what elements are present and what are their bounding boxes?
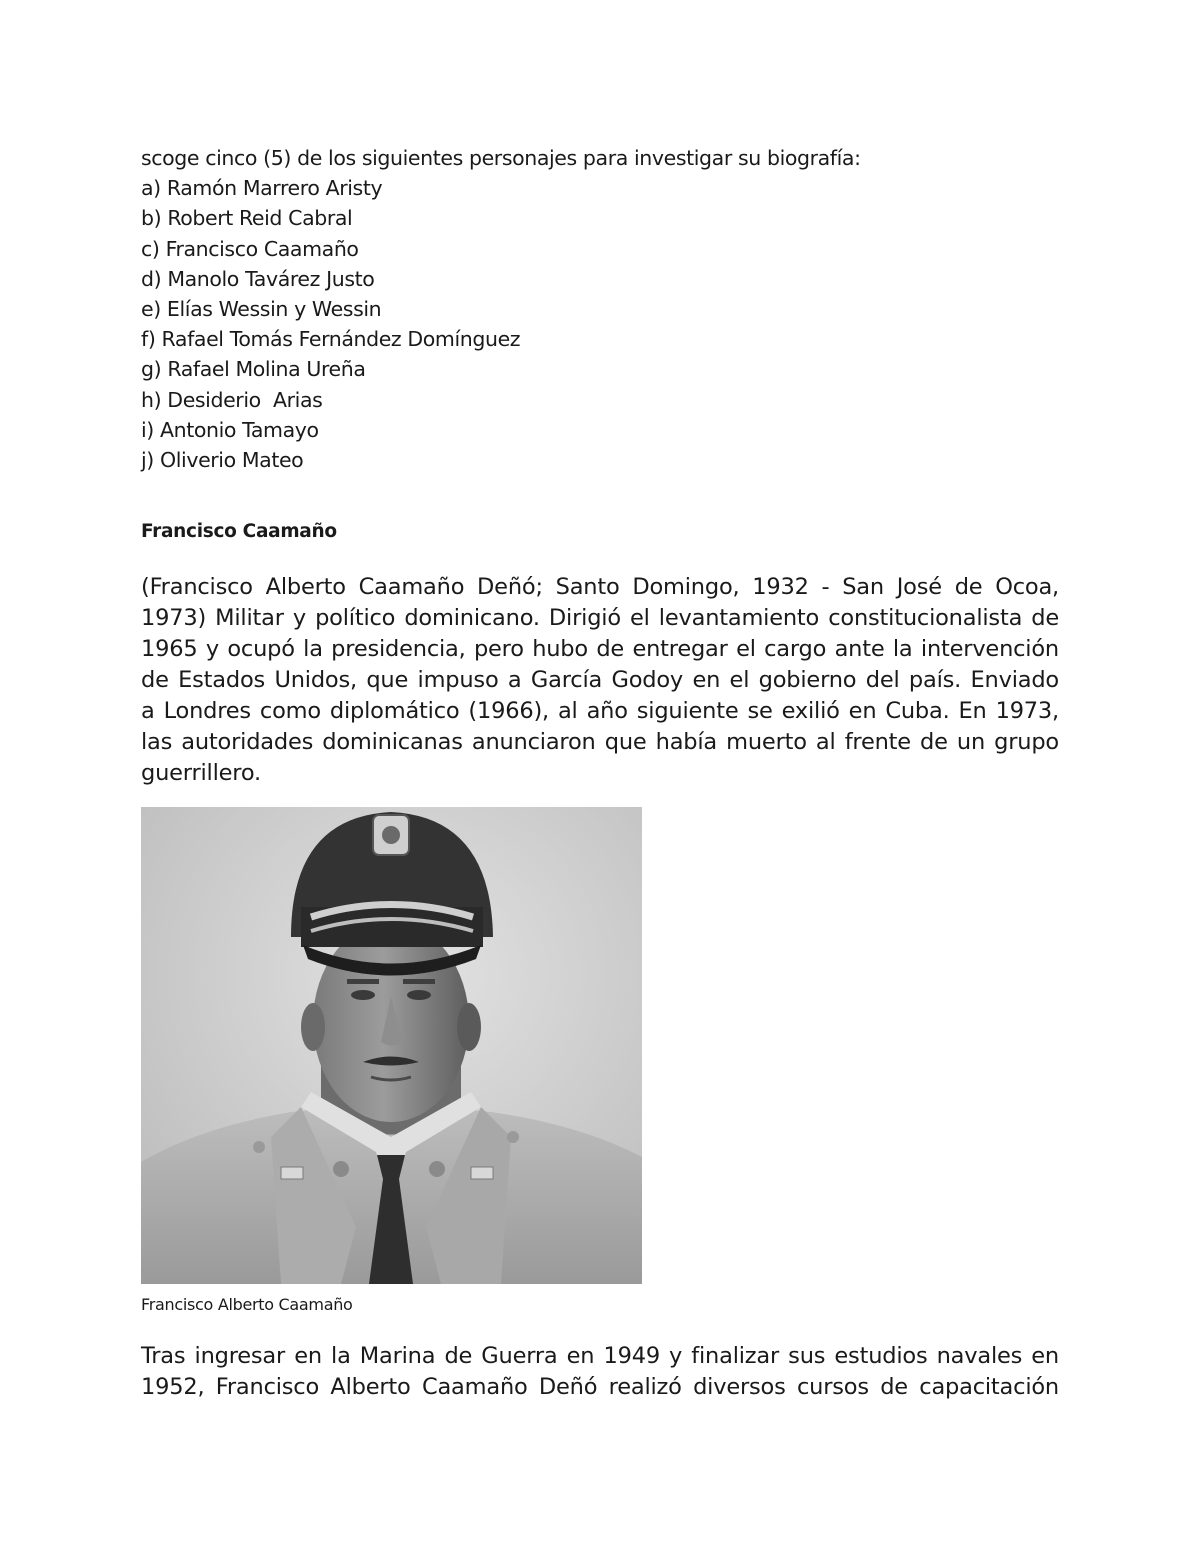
option-c: c) Francisco Caamaño xyxy=(141,236,359,261)
option-g: g) Rafael Molina Ureña xyxy=(141,357,366,382)
option-a: a) Ramón Marrero Aristy xyxy=(141,176,383,201)
portrait-photo xyxy=(141,807,642,1284)
paragraph-line: las autoridades dominicanas anunciaron que había muerto al frente de un grupo xyxy=(141,729,1059,755)
paragraph-line: 1965 y ocupó la presidencia, pero hubo de entregar el cargo ante la intervención xyxy=(141,636,1059,662)
paragraph-line: 1973) Militar y político dominicano. Dirigió el levantamiento constitucionalista de xyxy=(141,605,1059,631)
option-h: h) Desiderio Arias xyxy=(141,387,323,412)
paragraph-line: 1952, Francisco Alberto Caamaño Deñó realizó diversos cursos de capacitación xyxy=(141,1374,1059,1400)
paragraph-line: guerrillero. xyxy=(141,760,261,786)
option-i: i) Antonio Tamayo xyxy=(141,417,319,442)
paragraph-line: de Estados Unidos, que impuso a García Godoy en el gobierno del país. Enviado xyxy=(141,667,1059,693)
prompt-text: scoge cinco (5) de los siguientes personajes para investigar su biografía: xyxy=(141,146,861,170)
biography-paragraph-2 xyxy=(141,1341,1059,1403)
option-e: e) Elías Wessin y Wessin xyxy=(141,297,382,322)
paragraph-line: a Londres como diplomático (1966), al año siguiente se exilió en Cuba. En 1973, xyxy=(141,698,1059,724)
photo-caption: Francisco Alberto Caamaño xyxy=(141,1295,353,1314)
section-heading: Francisco Caamaño xyxy=(141,521,337,542)
option-j: j) Oliverio Mateo xyxy=(141,448,304,473)
option-f: f) Rafael Tomás Fernández Domínguez xyxy=(141,327,521,352)
assignment-prompt xyxy=(141,143,1041,475)
option-b: b) Robert Reid Cabral xyxy=(141,206,353,231)
option-d: d) Manolo Tavárez Justo xyxy=(141,266,375,291)
paragraph-line: Tras ingresar en la Marina de Guerra en 1949 y finalizar sus estudios navales en xyxy=(141,1343,1059,1369)
paragraph-line: (Francisco Alberto Caamaño Deñó; Santo Domingo, 1932 - San José de Ocoa, xyxy=(141,574,1059,600)
biography-paragraph-1 xyxy=(141,572,1059,789)
portrait-illustration xyxy=(141,807,642,1284)
